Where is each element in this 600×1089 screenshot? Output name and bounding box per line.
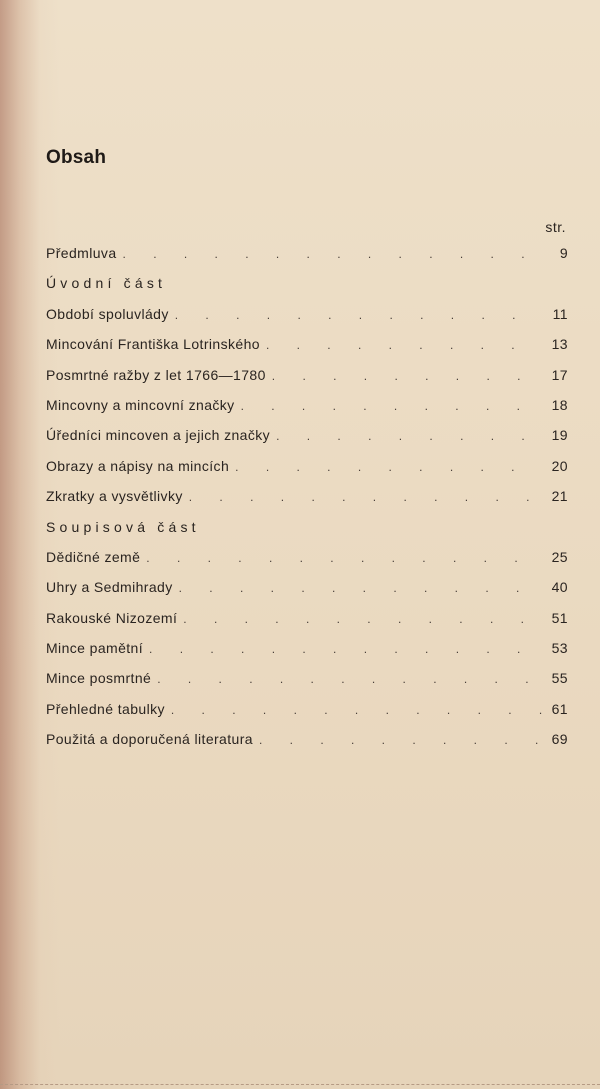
toc-entry-label: Použitá a doporučená literatura — [46, 731, 253, 748]
toc-entry-rakouske-nizozemi — [46, 610, 568, 640]
toc-entry-obrazy-a-napisy — [46, 458, 568, 488]
toc-entry-label: Mince pamětní — [46, 640, 144, 657]
toc-section-label: Úvodní část — [46, 275, 167, 292]
page-title: Obsah — [46, 147, 107, 168]
toc-entry-prehledne-tabulky — [46, 701, 568, 731]
toc-entry-label: Mince posmrtné — [46, 670, 152, 687]
toc-entry-mincovani-frantiska — [46, 336, 568, 366]
toc-entry-label: Rakouské Nizozemí — [46, 609, 178, 626]
toc-section-uvodni-cast — [46, 275, 568, 305]
toc-entry-page: 61 — [551, 700, 568, 717]
dot-leader — [276, 429, 542, 443]
toc-entry-label: Obrazy a nápisy na mincích — [46, 457, 230, 474]
toc-entry-dedicne-zeme — [46, 549, 568, 579]
toc-entry-page: 11 — [552, 305, 568, 322]
toc-entry-mince-pametni — [46, 640, 568, 670]
dot-leader — [146, 551, 542, 565]
dot-leader — [175, 308, 542, 322]
toc-entry-mince-posmrtne — [46, 670, 568, 700]
toc-section-label: Soupisová část — [46, 518, 200, 535]
page-bottom-edge — [0, 1084, 600, 1089]
toc-section-soupisova-cast — [46, 519, 568, 549]
toc-entry-predmluva — [46, 245, 568, 275]
toc-entry-page: 20 — [551, 457, 568, 474]
toc-entry-page: 17 — [551, 366, 568, 383]
toc-entry-label: Předmluva — [46, 245, 117, 261]
dot-leader — [157, 672, 542, 686]
dot-leader — [189, 490, 542, 504]
toc-entry-label: Přehledné tabulky — [46, 700, 165, 717]
toc-entry-page: 18 — [551, 396, 568, 413]
toc-entry-mincovny-a-znacky — [46, 397, 568, 427]
toc-entry-label: Úředníci mincoven a jejich značky — [46, 427, 271, 444]
toc-entry-urednici-mincoven — [46, 427, 568, 457]
toc-entry-label: Období spoluvlády — [46, 305, 169, 322]
toc-entry-page: 69 — [551, 731, 568, 748]
toc-entry-page: 9 — [559, 245, 568, 261]
toc-entry-pouzita-literatura — [46, 731, 568, 761]
toc-entry-uhry-a-sedmihrady — [46, 579, 568, 609]
dot-leader — [171, 703, 542, 717]
toc-entry-page: 13 — [551, 336, 568, 353]
dot-leader — [266, 338, 542, 352]
dot-leader — [123, 247, 542, 261]
dot-leader — [272, 369, 542, 383]
dot-leader — [149, 642, 542, 656]
page-column-label: str. — [545, 219, 566, 235]
toc-entry-page: 40 — [551, 579, 568, 596]
toc-entry-label: Mincování Františka Lotrinského — [46, 336, 260, 353]
dot-leader — [259, 733, 542, 747]
toc-entry-obdobi-spoluvlady — [46, 306, 568, 336]
toc-entry-page: 25 — [551, 548, 568, 565]
toc-entry-zkratky — [46, 488, 568, 518]
dot-leader — [179, 581, 542, 595]
toc-entry-page: 19 — [551, 427, 568, 444]
toc-entry-page: 21 — [551, 488, 568, 505]
toc-entry-label: Zkratky a vysvětlivky — [46, 488, 183, 505]
toc-entry-posmrtne-razby — [46, 367, 568, 397]
toc-entry-page: 53 — [551, 640, 568, 657]
dot-leader — [235, 460, 542, 474]
dot-leader — [183, 612, 542, 626]
toc-entry-page: 51 — [551, 609, 568, 626]
toc-entry-label: Dědičné země — [46, 548, 141, 565]
table-of-contents — [46, 245, 568, 762]
toc-entry-label: Uhry a Sedmihrady — [46, 579, 173, 596]
toc-entry-label: Posmrtné ražby z let 1766—1780 — [46, 366, 266, 383]
dot-leader — [241, 399, 542, 413]
toc-entry-page: 55 — [551, 670, 568, 687]
toc-entry-label: Mincovny a mincovní značky — [46, 396, 235, 413]
